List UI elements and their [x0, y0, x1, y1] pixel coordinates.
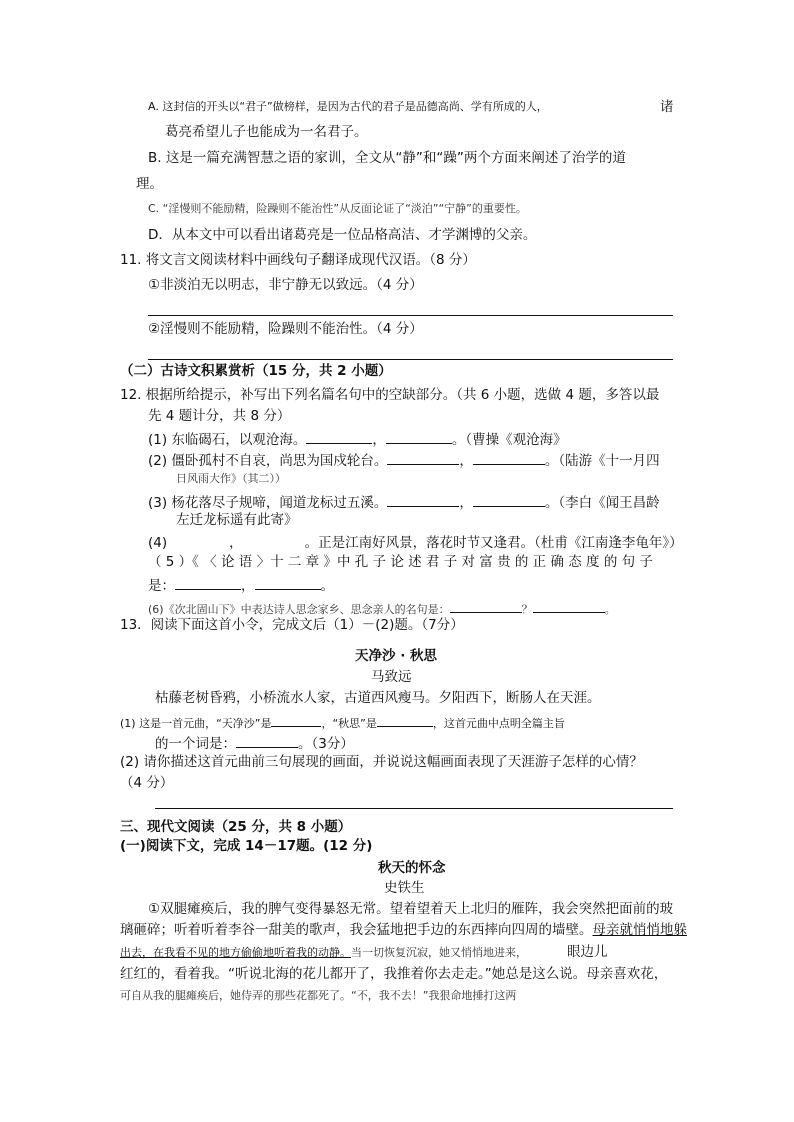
article-author: 史铁生 — [384, 880, 425, 896]
option-d: D．从本文中可以看出诸葛亮是一位品格高洁、才学渊博的父亲。 — [148, 227, 537, 243]
section-2-title: （二）古诗文积累赏析（15 分，共 2 小题） — [120, 363, 392, 379]
q11-answer-line-1[interactable] — [148, 315, 673, 316]
q11-stem: 11. 将文言文阅读材料中画线句子翻译成现代汉语。（8 分） — [120, 252, 476, 268]
q12-item1-blank2[interactable] — [386, 429, 452, 444]
q12-item2-blank1[interactable] — [387, 450, 459, 465]
q12-item4-blank2[interactable] — [243, 532, 305, 547]
q12-item2: (2) 僵卧孤村不自哀，尚思为国戍轮台。 ， 。（陆游《十一月四 — [148, 450, 660, 469]
q11-answer-line-2[interactable] — [148, 359, 673, 360]
poem-author: 马致远 — [371, 669, 412, 685]
q12-item5-blank1[interactable] — [175, 575, 241, 590]
q13-sub1-line1: (1) 这是一首元曲，“天净沙”是 ，“秋思”是 ，这首元曲中点明全篇主旨 — [120, 712, 565, 731]
article-title: 秋天的怀念 — [378, 860, 446, 876]
section-3-title: 三、现代文阅读（25 分，共 8 小题） — [120, 819, 352, 835]
article-line5: 可自从我的腿瘫痪后，她侍弄的那些花都死了。“不，我不去！”我狠命地捶打这两 — [120, 989, 517, 1002]
q12-stem-line2: 先 4 题计分，共 8 分） — [148, 408, 291, 424]
option-a-line2: 葛亮希望儿子也能成为一名君子。 — [165, 124, 368, 140]
q13-sub1-blank2[interactable] — [377, 712, 433, 727]
q13-sub2-line1: (2) 请你描述这首元曲前三句展现的画面，并说说这幅画面表现了天涯游子怎样的心情？ — [120, 754, 643, 770]
q13-sub1-line2: 的一个词是： 。（3分） — [155, 733, 354, 752]
article-line4: 红红的，看着我。“听说北海的花儿都开了，我推着你去走走。”她总是这么说。母亲喜欢花， — [120, 966, 668, 982]
q13-stem: 13．阅读下面这首小令，完成文后（1）－(2)题。（7分） — [120, 617, 464, 633]
q12-item1: (1) 东临碣石，以观沧海。 ， 。（曹操《观沧海》 — [148, 429, 567, 448]
underlined-sentence-part1: 母亲就悄悄地躲 — [592, 922, 687, 938]
q12-item1-blank1[interactable] — [306, 429, 372, 444]
article-line2: 璃砸碎；听着听着李谷一甜美的歌声，我会猛地把手边的东西摔向四周的墙壁。母亲就悄悄地躲 — [120, 922, 687, 938]
q12-item3-blank1[interactable] — [387, 492, 459, 507]
q13-sub1-blank1[interactable] — [271, 712, 321, 727]
underlined-sentence-part2: 出去，在我看不见的地方偷偷地听着我的动静。 — [120, 946, 351, 959]
q13-sub2-line2: （4 分） — [120, 775, 174, 791]
q12-stem-line1: 12. 根据所给提示，补写出下列名篇名句中的空缺部分。（共 6 小题，选做 4 题，多答以最 — [120, 387, 660, 403]
q12-item6-blank1[interactable] — [450, 598, 522, 613]
option-b-line2: 理。 — [136, 176, 163, 192]
option-c: C. “淫慢则不能励精，险躁则不能治性”从反面论证了“淡泊”“宁静”的重要性。 — [148, 202, 527, 215]
q11-sub2: ②淫慢则不能励精，险躁则不能治性。（4 分） — [148, 321, 423, 337]
q12-item5-line2: 是： ， 。 — [148, 575, 334, 594]
option-a-line1-end: 诸 — [660, 99, 674, 115]
q12-item6-blank2[interactable] — [533, 598, 605, 613]
poem-text: 枯藤老树昏鸦，小桥流水人家，古道西风瘦马。夕阳西下，断肠人在天涯。 — [155, 690, 601, 706]
q12-item3-blank2[interactable] — [473, 492, 545, 507]
poem-title: 天净沙 · 秋思 — [355, 648, 438, 664]
article-line1: ①双腿瘫痪后，我的脾气变得暴怒无常。望着望着天上北归的雁阵，我会突然把面前的玻 — [148, 901, 674, 917]
q12-item4-blank1[interactable] — [167, 532, 229, 547]
q13-sub1-blank3[interactable] — [236, 733, 298, 748]
q12-item2-blank2[interactable] — [473, 450, 545, 465]
q11-sub1: ①非淡泊无以明志，非宁静无以致远。（4 分） — [148, 277, 423, 293]
q12-item3: (3) 杨花落尽子规啼，闻道龙标过五溪。 ， 。（李白《闻王昌龄 — [148, 492, 660, 511]
article-line3: 出去，在我看不见的地方偷偷地听着我的动静。当一切恢复沉寂，她又悄悄地进来， 眼边儿 — [120, 944, 608, 960]
option-b-line1: B. 这是一篇充满智慧之语的家训，全文从“静”和“躁”两个方面来阐述了治学的道 — [148, 150, 626, 166]
option-a-line1: A. 这封信的开头以“君子”做榜样，是因为古代的君子是品德高尚、学有所成的人， — [148, 100, 548, 113]
q12-item5-line1: （ 5 ）《 〈 论 语 〉十 二 章 》中 孔 子 论 述 君 子 对 富 贵 的 正 确 态 度 的 句 子 — [148, 554, 653, 570]
q12-item6: (6)《次北固山下》中表达诗人思念家乡、思念亲人的名句是： ？ 。 — [148, 598, 616, 616]
q12-item4: (4) ， 。正是江南好风景，落花时节又逢君。（杜甫《江南逢李龟年》） — [148, 532, 683, 551]
q12-item3-cont: 左迁龙标遥有此寄》 — [176, 512, 298, 528]
q12-item2-cont: 日风雨大作》（其二）） — [176, 472, 286, 485]
section-3-sub: (一)阅读下文，完成 14－17题。(12 分) — [120, 838, 373, 854]
q12-item5-blank2[interactable] — [255, 575, 321, 590]
q13-answer-line[interactable] — [155, 808, 673, 809]
